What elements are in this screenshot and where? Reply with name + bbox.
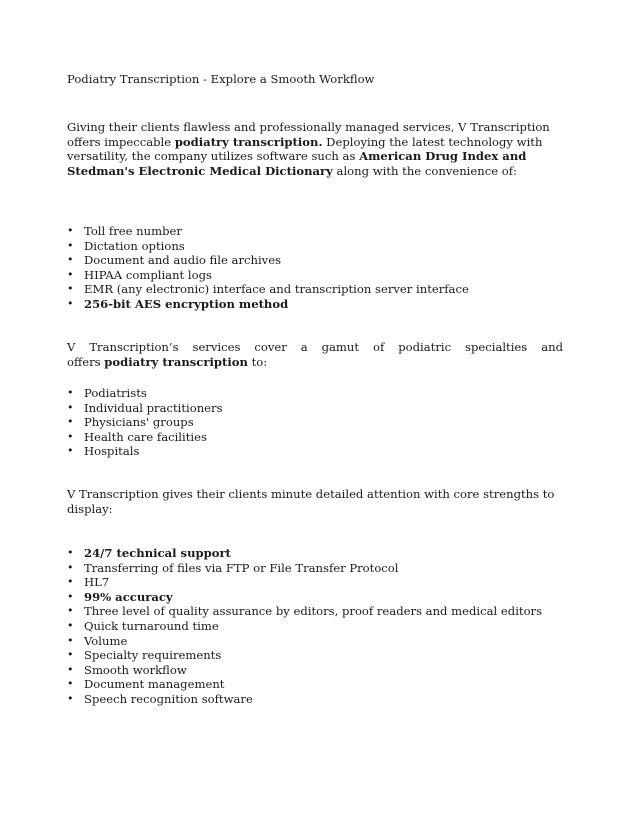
attention-paragraph: V Transcription gives their clients minute detailed attention with core strengths to display: [67,487,555,516]
list-item: • Volume [67,634,563,649]
list-item: • Smooth workflow [67,663,563,678]
list-item: • Specialty requirements [67,648,563,663]
list-item: • Hospitals [67,444,563,459]
list-item: • HIPAA compliant logs [67,268,563,283]
intro-text-3: along with the convenience of: [332,163,517,178]
list-item: • Transferring of files via FTP or File Transfer Protocol [67,561,563,576]
services-bold: podiatry transcription [104,354,248,369]
list-item: • EMR (any electronic) interface and transcription server interface [67,282,563,297]
list-item: • Toll free number [67,224,563,239]
list-item: • Speech recognition software [67,692,563,707]
list-item [67,546,563,561]
list-item: • Document management [67,677,563,692]
list-item-bold: 99% accuracy [84,589,173,604]
services-text-1: offers [67,354,105,369]
list-item [67,297,563,312]
list-item: • Document and audio file archives [67,253,563,268]
list-item: • Quick turnaround time [67,619,563,634]
document-title: Podiatry Transcription - Explore a Smooth Workflow [67,72,375,86]
intro-bold-1: podiatry transcription. [174,134,323,149]
list-item: • Podiatrists [67,386,563,401]
strengths-list [67,546,563,707]
intro-text-2: Deploying the latest technology with versatility, the company utilizes software such as [67,134,543,164]
list-item: • Physicians' groups [67,415,563,430]
intro-paragraph [67,120,563,178]
list-item: • Dictation options [67,239,563,254]
list-item-bold: 256-bit AES encryption method [84,296,289,311]
list-item: • Three level of quality assurance by editors, proof readers and medical editors [67,604,563,619]
services-paragraph [67,340,563,369]
convenience-list [67,224,563,312]
intro-bold-2: American Drug Index and Stedman's Electronic Medical Dictionary [67,149,527,178]
services-line-1: V Transcription’s services cover a gamut of podiatric specialties and [67,340,563,354]
specialties-list [67,386,563,459]
list-item: • HL7 [67,575,563,590]
list-item: • Individual practitioners [67,401,563,416]
intro-text-1: Giving their clients flawless and professionally managed services, V Transcription offers impeccable [67,120,550,149]
list-item-bold: 24/7 technical support [84,546,231,560]
services-text-2: to: [247,354,268,369]
list-item [67,590,563,605]
list-item: • Health care facilities [67,430,563,445]
